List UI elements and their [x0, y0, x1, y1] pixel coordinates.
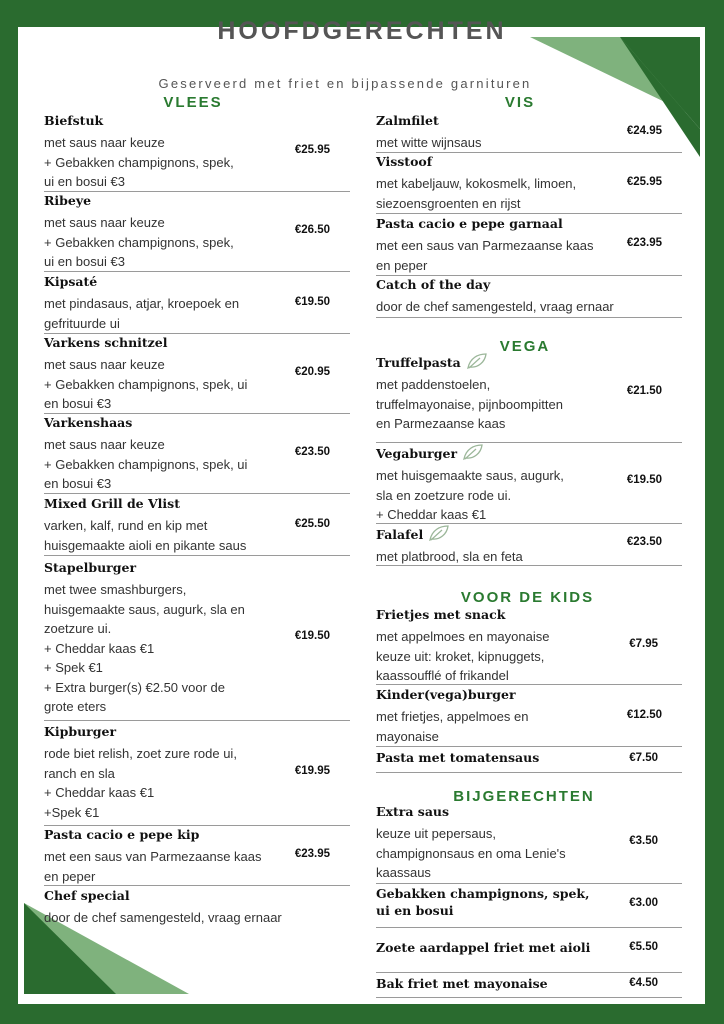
- item-description: met een saus van Parmezaanse kaas en peper: [44, 849, 262, 884]
- item-name: Extra saus: [376, 804, 450, 819]
- menu-item-mixed-grill: [44, 495, 350, 556]
- item-name: Pasta met tomatensaus: [376, 750, 540, 765]
- item-description: door de chef samengesteld, vraag ernaar: [44, 910, 282, 925]
- item-price: €19.50: [294, 630, 330, 642]
- vegetarian-leaf-icon: [428, 524, 450, 542]
- item-price: €21.50: [626, 385, 662, 397]
- item-name: Truffelpasta: [376, 355, 461, 370]
- menu-item-extra-saus: [376, 803, 682, 884]
- item-price: €12.50: [626, 709, 662, 721]
- item-name: Pasta cacio e pepe kip: [44, 827, 200, 842]
- menu-item-biefstuk: [44, 112, 350, 192]
- item-description: varken, kalf, rund en kip met huisgemaakte aioli en pikante saus: [44, 518, 247, 553]
- item-name: Kipsaté: [44, 274, 98, 289]
- item-description: met paddenstoelen, truffelmayonaise, pijnboompitten en Parmezaanse kaas: [376, 377, 563, 431]
- item-name: Zoete aardappel friet met aioli: [376, 940, 591, 955]
- item-price: €3.50: [629, 835, 658, 847]
- item-description: met pindasaus, atjar, kroepoek en gefrituurde ui: [44, 296, 240, 331]
- item-description: met twee smashburgers, huisgemaakte saus, augurk, sla en zoetzure ui. + Cheddar kaas €1 + Spek €1 + Extra burger(s) €2.50 voor de grote eters: [44, 582, 245, 714]
- menu-item-bak-friet: [376, 975, 682, 998]
- menu-item-pasta-kip: [44, 826, 350, 886]
- item-description: met appelmoes en mayonaise keuze uit: kroket, kipnuggets, kaassoufflé of frikandel: [376, 629, 550, 683]
- item-price: €19.50: [294, 296, 330, 308]
- item-name: Falafel: [376, 527, 424, 542]
- item-price: €23.50: [294, 446, 330, 458]
- item-price: €19.50: [626, 474, 662, 486]
- item-price: €5.50: [629, 941, 658, 953]
- item-description: door de chef samengesteld, vraag ernaar: [376, 299, 614, 314]
- item-price: €25.95: [626, 176, 662, 188]
- menu-item-kipsate: [44, 273, 350, 334]
- item-name: Kinder(vega)burger: [376, 687, 516, 702]
- menu-item-catch-of-the-day: [376, 276, 682, 318]
- menu-item-truffelpasta: [376, 352, 682, 443]
- page-title: HOOFDGERECHTEN: [217, 17, 507, 45]
- item-name: Frietjes met snack: [376, 607, 506, 622]
- item-description: met frietjes, appelmoes en mayonaise: [376, 709, 529, 744]
- menu-item-varkenshaas: [44, 414, 350, 494]
- item-price: €23.50: [626, 536, 662, 548]
- item-price: €26.50: [294, 224, 330, 236]
- item-description: met een saus van Parmezaanse kaas en peper: [376, 238, 594, 273]
- item-price: €24.95: [626, 125, 662, 137]
- menu-item-ribeye: [44, 192, 350, 272]
- item-price: €19.95: [294, 765, 330, 777]
- menu-item-kindervegaburger: [376, 686, 682, 747]
- menu-item-pasta-tomatensaus: [376, 749, 682, 773]
- item-description: met platbrood, sla en feta: [376, 549, 523, 564]
- item-name: Pasta cacio e pepe garnaal: [376, 216, 563, 231]
- item-description: keuze uit pepersaus, champignonsaus en oma Lenie's kaassaus: [376, 826, 566, 880]
- item-price: €20.95: [294, 366, 330, 378]
- section-title-bijgerechten: BIJGERECHTEN: [453, 788, 595, 805]
- menu-item-varkens-schnitzel: [44, 334, 350, 414]
- item-price: €7.50: [629, 752, 658, 764]
- item-description: met witte wijnsaus: [376, 135, 482, 150]
- menu-item-vegaburger: [376, 443, 682, 524]
- item-price: €3.00: [629, 897, 658, 909]
- vegetarian-leaf-icon: [462, 443, 484, 461]
- item-description: met saus naar keuze + Gebakken champignons, spek, ui en bosui €3: [44, 135, 234, 189]
- vegetarian-leaf-icon: [466, 352, 488, 370]
- item-name: Ribeye: [44, 193, 92, 208]
- item-price: €23.95: [626, 237, 662, 249]
- item-description: rode biet relish, zoet zure rode ui, ranch en sla + Cheddar kaas €1 +Spek €1: [44, 746, 237, 820]
- item-description: met huisgemaakte saus, augurk, sla en zoetzure rode ui. + Cheddar kaas €1: [376, 468, 564, 522]
- item-name: Stapelburger: [44, 560, 137, 575]
- menu-item-gebakken-champignons: [376, 885, 682, 928]
- section-title-vega: VEGA: [499, 338, 551, 355]
- item-name: Zalmfilet: [376, 113, 439, 128]
- item-name: Varkens schnitzel: [44, 335, 168, 350]
- item-price: €25.95: [294, 144, 330, 156]
- section-title-vlees: VLEES: [163, 94, 223, 111]
- section-title-vis: VIS: [504, 94, 536, 111]
- item-name: Catch of the day: [376, 277, 491, 292]
- item-name: Kipburger: [44, 724, 117, 739]
- item-description: met saus naar keuze + Gebakken champignons, spek, ui en bosui €3: [44, 357, 248, 411]
- menu-item-stapelburger: [44, 559, 350, 721]
- menu-item-kipburger: [44, 723, 350, 826]
- item-name: Varkenshaas: [44, 415, 133, 430]
- menu-item-falafel: [376, 524, 682, 566]
- item-price: €7.95: [629, 638, 658, 650]
- menu-item-chef-special: [44, 887, 350, 931]
- menu-item-visstoof: [376, 153, 682, 214]
- item-description: met kabeljauw, kokosmelk, limoen, siezoensgroenten en rijst: [376, 176, 577, 211]
- item-name: Biefstuk: [44, 113, 104, 128]
- item-name: Vegaburger: [376, 446, 458, 461]
- page-subtitle: Geserveerd met friet en bijpassende garnituren: [158, 76, 532, 91]
- item-price: €25.50: [294, 518, 330, 530]
- menu-item-zoete-aardappel-friet: [376, 939, 682, 973]
- item-name: Bak friet met mayonaise: [376, 976, 548, 991]
- item-price: €23.95: [294, 848, 330, 860]
- menu-item-zalmfilet: [376, 112, 682, 153]
- item-name: Visstoof: [376, 154, 433, 169]
- menu-item-pasta-garnaal: [376, 215, 682, 276]
- item-price: €4.50: [629, 977, 658, 989]
- item-name: Chef special: [44, 888, 130, 903]
- section-title-kids: VOOR DE KIDS: [460, 589, 595, 606]
- item-description: met saus naar keuze + Gebakken champignons, spek, ui en bosui €3: [44, 215, 234, 269]
- item-name: Mixed Grill de Vlist: [44, 496, 180, 511]
- item-description: met saus naar keuze + Gebakken champignons, spek, ui en bosui €3: [44, 437, 248, 491]
- item-name-line-2: ui en bosui: [376, 903, 454, 918]
- menu-item-frietjes-met-snack: [376, 606, 682, 685]
- item-name: Gebakken champignons, spek,: [376, 886, 590, 901]
